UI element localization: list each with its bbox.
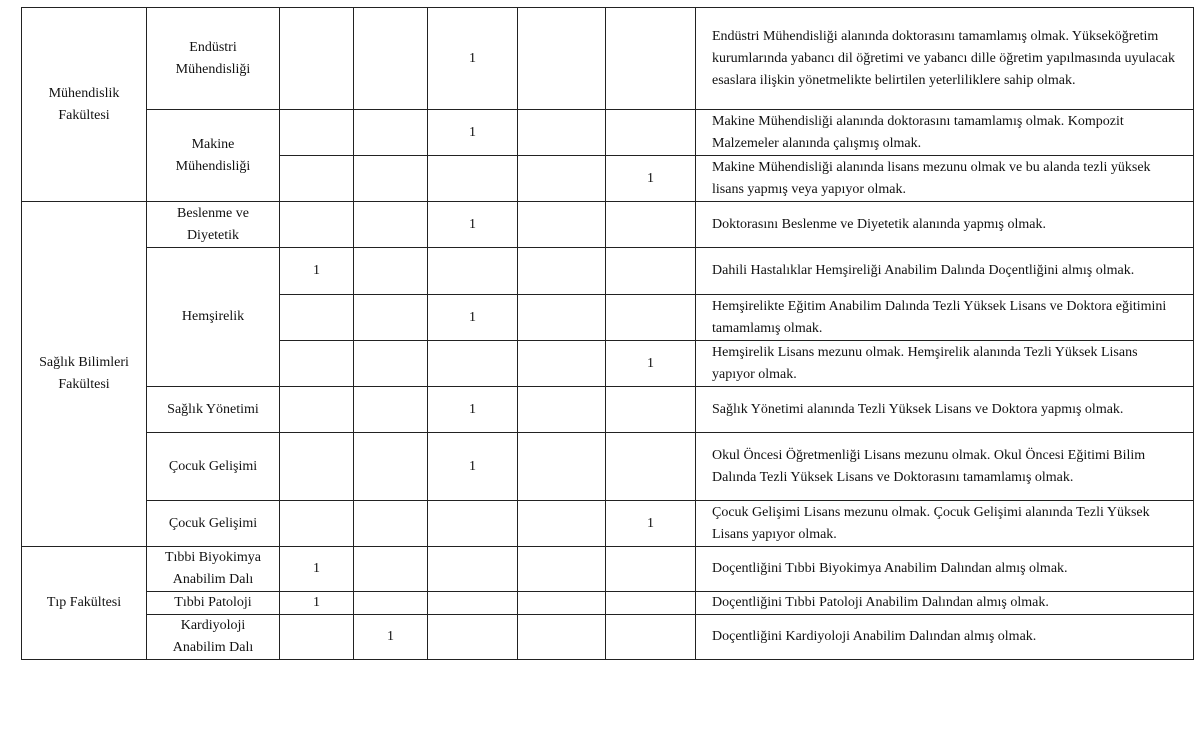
position-count-cell: [518, 433, 606, 501]
position-count-cell: 1: [428, 202, 518, 248]
requirement-cell: Doçentliğini Kardiyoloji Anabilim Dalından almış olmak.: [696, 615, 1194, 660]
position-count-cell: [606, 387, 696, 433]
position-count-cell: 1: [428, 433, 518, 501]
department-cell: Hemşirelik: [147, 248, 280, 387]
position-count-cell: [280, 433, 354, 501]
department-cell: Çocuk Gelişimi: [147, 433, 280, 501]
table-row: [22, 433, 1194, 501]
department-cell: Sağlık Yönetimi: [147, 387, 280, 433]
position-count-cell: [354, 341, 428, 387]
position-count-cell: [518, 248, 606, 295]
requirement-cell: Doktorasını Beslenme ve Diyetetik alanında yapmış olmak.: [696, 202, 1194, 248]
position-count-cell: [518, 110, 606, 156]
position-count-cell: [280, 110, 354, 156]
position-count-cell: [354, 387, 428, 433]
position-count-cell: [354, 248, 428, 295]
position-count-cell: [354, 202, 428, 248]
faculty-cell: Tıp Fakültesi: [22, 547, 147, 660]
position-count-cell: [518, 202, 606, 248]
table-row: [22, 615, 1194, 660]
requirement-cell: Sağlık Yönetimi alanında Tezli Yüksek Lisans ve Doktora yapmış olmak.: [696, 387, 1194, 433]
requirement-cell: Doçentliğini Tıbbi Patoloji Anabilim Dalından almış olmak.: [696, 592, 1194, 615]
table-row: [22, 501, 1194, 547]
requirement-cell: Hemşirelikte Eğitim Anabilim Dalında Tezli Yüksek Lisans ve Doktora eğitimini tamamlamış olmak.: [696, 295, 1194, 341]
position-count-cell: [518, 615, 606, 660]
position-count-cell: [280, 615, 354, 660]
position-count-cell: [518, 156, 606, 202]
position-count-cell: [606, 615, 696, 660]
position-count-cell: 1: [280, 547, 354, 592]
position-count-cell: [428, 341, 518, 387]
faculty-cell: Sağlık Bilimleri Fakültesi: [22, 202, 147, 547]
position-count-cell: 1: [428, 295, 518, 341]
position-count-cell: [354, 547, 428, 592]
department-cell: Tıbbi Patoloji: [147, 592, 280, 615]
position-count-cell: [280, 202, 354, 248]
position-count-cell: 1: [428, 8, 518, 110]
department-cell: Beslenme ve Diyetetik: [147, 202, 280, 248]
requirement-cell: Doçentliğini Tıbbi Biyokimya Anabilim Dalından almış olmak.: [696, 547, 1194, 592]
position-count-cell: [606, 248, 696, 295]
position-count-cell: [606, 202, 696, 248]
position-count-cell: [354, 501, 428, 547]
position-count-cell: [518, 547, 606, 592]
position-count-cell: [518, 592, 606, 615]
position-count-cell: 1: [428, 387, 518, 433]
position-count-cell: 1: [354, 615, 428, 660]
table-row: [22, 387, 1194, 433]
requirement-cell: Makine Mühendisliği alanında doktorasını tamamlamış olmak. Kompozit Malzemeler alanında çalışmış olmak.: [696, 110, 1194, 156]
position-count-cell: [518, 295, 606, 341]
table-row: [22, 592, 1194, 615]
position-count-cell: 1: [606, 341, 696, 387]
position-count-cell: 1: [280, 248, 354, 295]
table-body: [22, 8, 1194, 660]
position-count-cell: [606, 295, 696, 341]
position-count-cell: [354, 8, 428, 110]
position-count-cell: [428, 501, 518, 547]
position-count-cell: [280, 501, 354, 547]
position-count-cell: [606, 592, 696, 615]
position-count-cell: [606, 433, 696, 501]
department-cell: Tıbbi Biyokimya Anabilim Dalı: [147, 547, 280, 592]
position-count-cell: [280, 8, 354, 110]
table-row: [22, 8, 1194, 110]
position-count-cell: 1: [606, 501, 696, 547]
position-count-cell: [518, 501, 606, 547]
position-count-cell: [606, 8, 696, 110]
position-count-cell: [606, 547, 696, 592]
position-count-cell: [518, 387, 606, 433]
position-count-cell: [280, 341, 354, 387]
requirement-cell: Makine Mühendisliği alanında lisans mezunu olmak ve bu alanda tezli yüksek lisans yapmış veya yapıyor olmak.: [696, 156, 1194, 202]
position-count-cell: [354, 433, 428, 501]
position-count-cell: [428, 615, 518, 660]
position-count-cell: [354, 110, 428, 156]
position-count-cell: [428, 156, 518, 202]
requirement-cell: Endüstri Mühendisliği alanında doktorasını tamamlamış olmak. Yükseköğretim kurumlarında yabancı dil öğretimi ve yabancı dille öğretim yapılmasında uyulacak esaslara ilişkin yönetmelikte belirtilen yeterliliklere sahip olmak.: [696, 8, 1194, 110]
position-count-cell: [518, 8, 606, 110]
department-cell: Endüstri Mühendisliği: [147, 8, 280, 110]
position-count-cell: 1: [280, 592, 354, 615]
table-row: [22, 547, 1194, 592]
department-cell: Çocuk Gelişimi: [147, 501, 280, 547]
requirement-cell: Çocuk Gelişimi Lisans mezunu olmak. Çocuk Gelişimi alanında Tezli Yüksek Lisans yapıyor olmak.: [696, 501, 1194, 547]
requirement-cell: Okul Öncesi Öğretmenliği Lisans mezunu olmak. Okul Öncesi Eğitimi Bilim Dalında Tezli Yüksek Lisans ve Doktorasını tamamlamış olmak.: [696, 433, 1194, 501]
department-cell: Makine Mühendisliği: [147, 110, 280, 202]
position-count-cell: [354, 156, 428, 202]
position-count-cell: [280, 387, 354, 433]
position-count-cell: [354, 592, 428, 615]
position-count-cell: [428, 248, 518, 295]
position-count-cell: 1: [606, 156, 696, 202]
staff-positions-table: [21, 7, 1194, 660]
requirement-cell: Dahili Hastalıklar Hemşireliği Anabilim Dalında Doçentliğini almış olmak.: [696, 248, 1194, 295]
table-row: [22, 110, 1194, 156]
requirement-cell: Hemşirelik Lisans mezunu olmak. Hemşirelik alanında Tezli Yüksek Lisans yapıyor olmak.: [696, 341, 1194, 387]
position-count-cell: [606, 110, 696, 156]
position-count-cell: [280, 295, 354, 341]
faculty-cell: Mühendislik Fakültesi: [22, 8, 147, 202]
position-count-cell: [518, 341, 606, 387]
position-count-cell: [280, 156, 354, 202]
department-cell: Kardiyoloji Anabilim Dalı: [147, 615, 280, 660]
position-count-cell: [428, 547, 518, 592]
position-count-cell: [428, 592, 518, 615]
document-page: [21, 7, 1193, 660]
table-row: [22, 248, 1194, 295]
position-count-cell: [354, 295, 428, 341]
position-count-cell: 1: [428, 110, 518, 156]
table-row: [22, 202, 1194, 248]
